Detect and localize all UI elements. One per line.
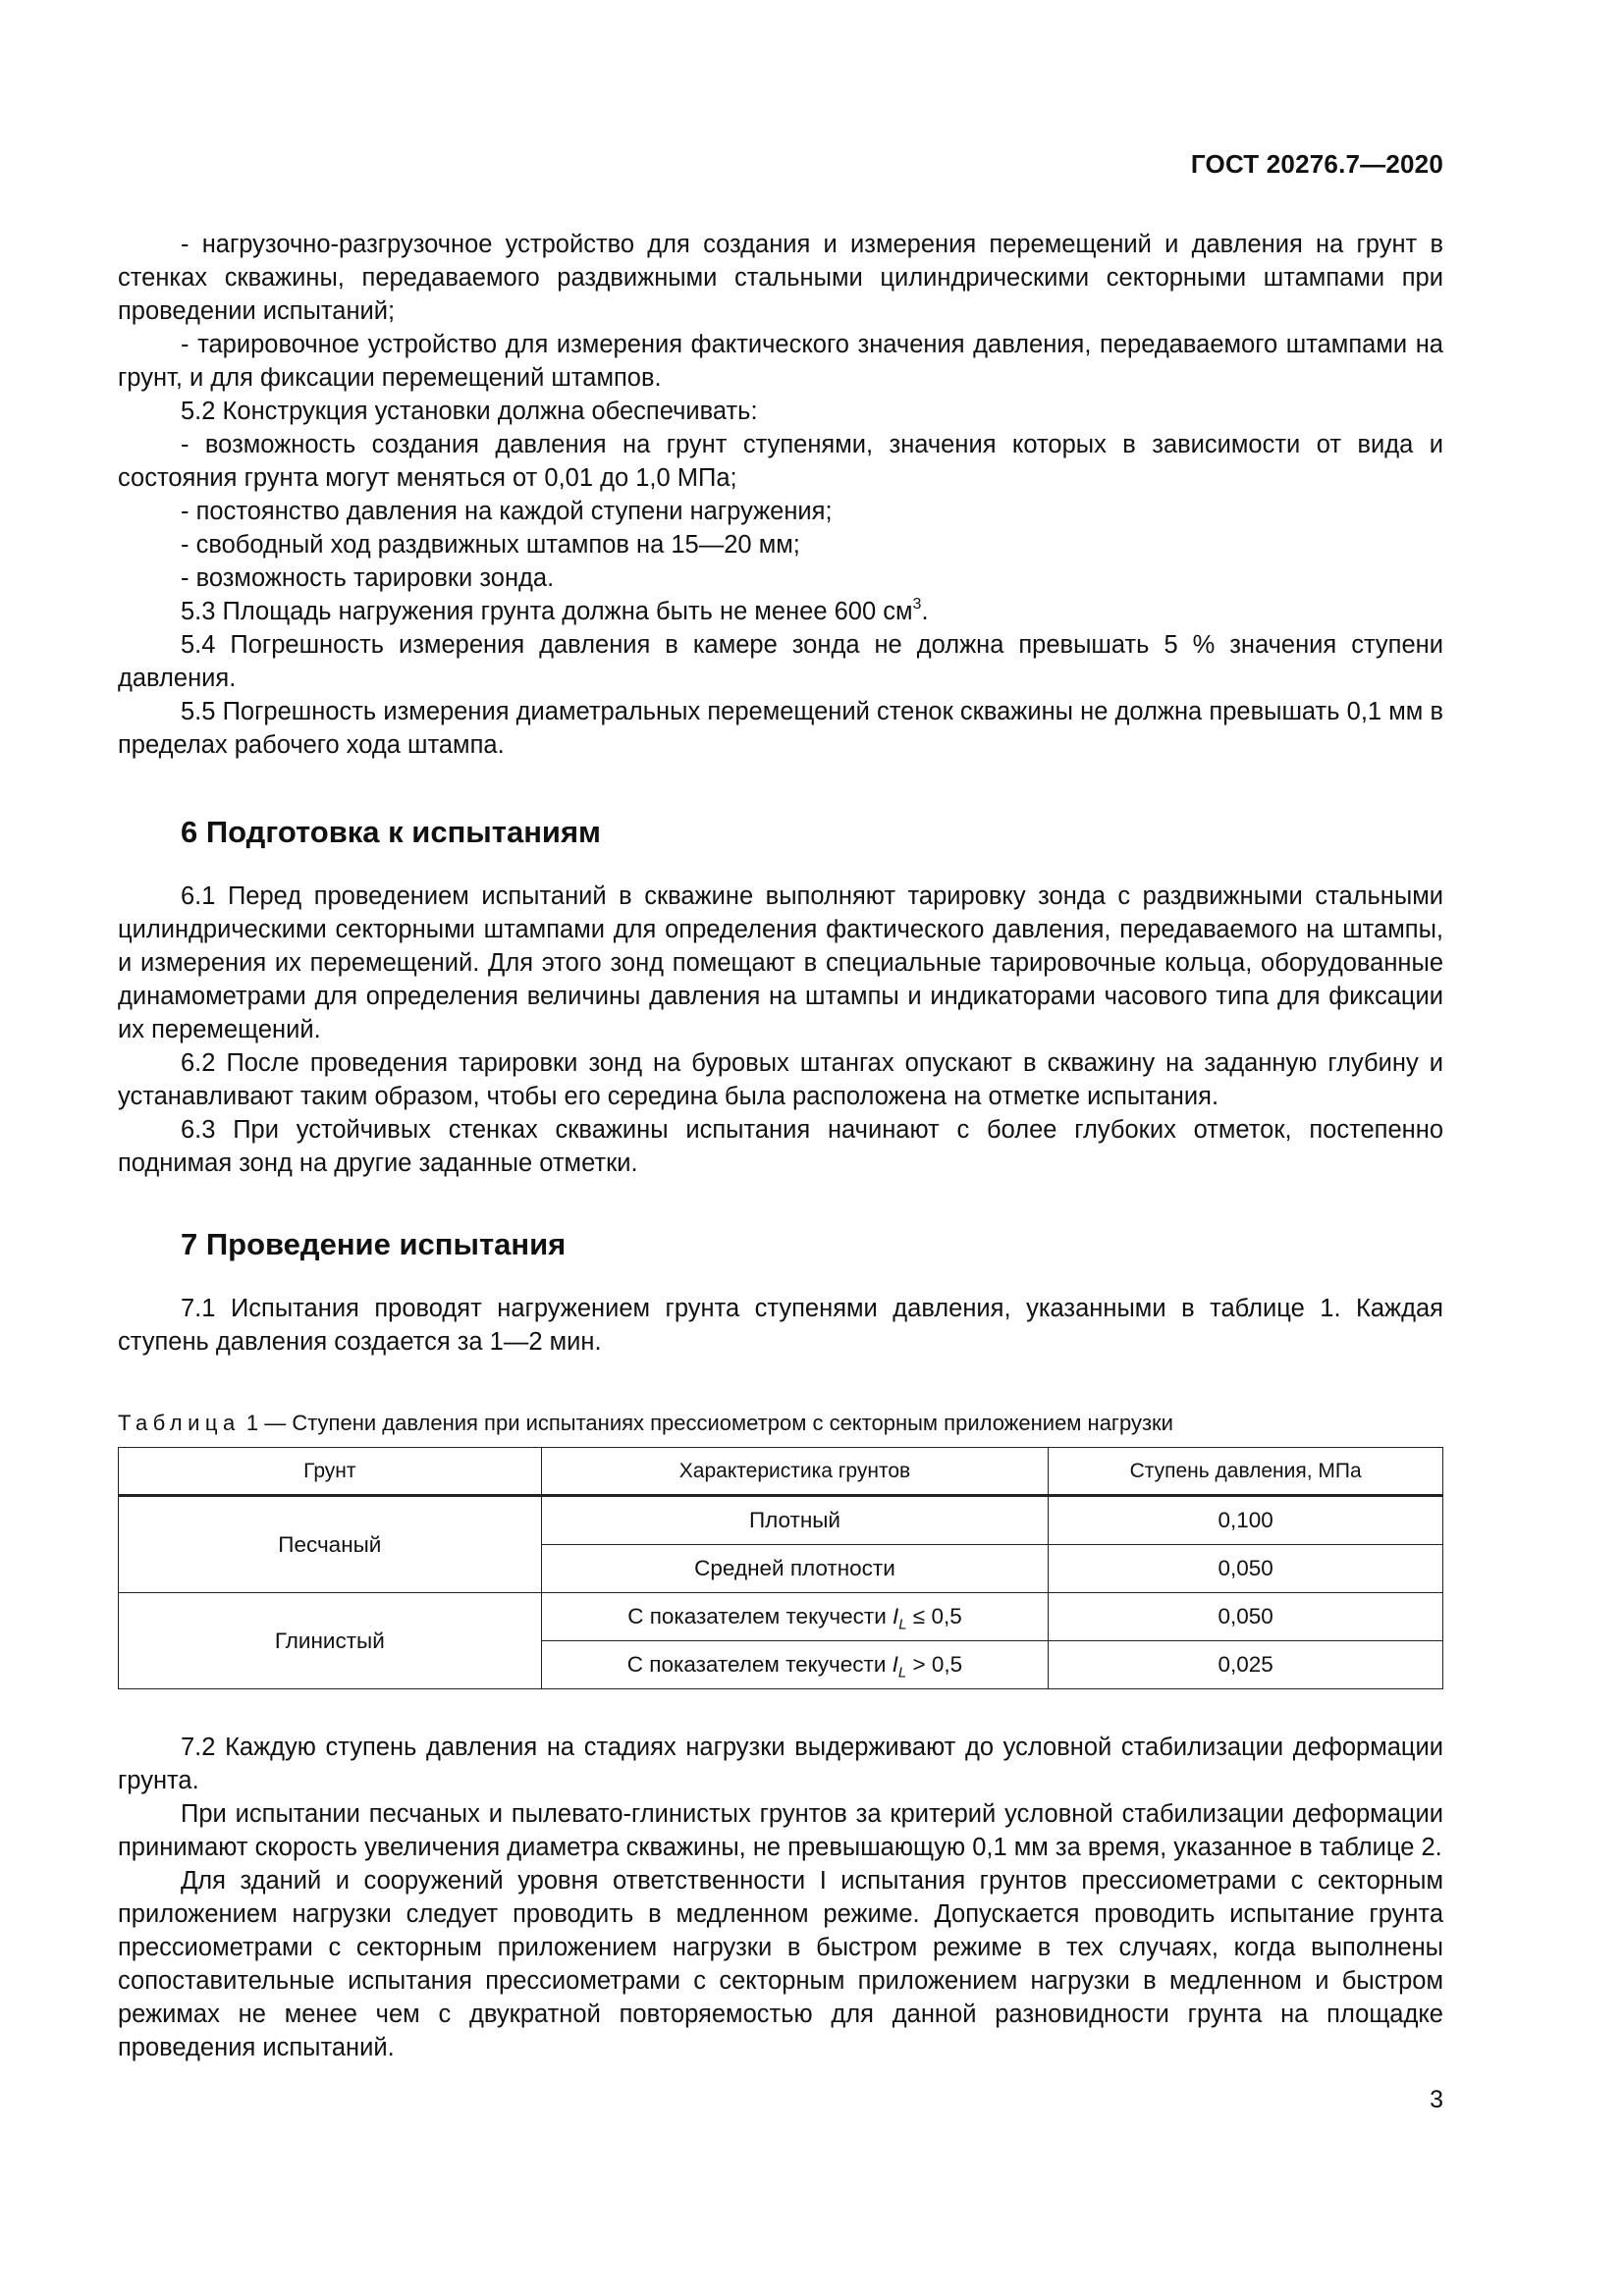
paragraph-5-3-end: . [921, 598, 929, 625]
variable-i: I [892, 1652, 898, 1677]
paragraph: 5.2 Конструкция установки должна обеспечивать: [181, 398, 758, 425]
paragraph-7-1: 7.1 Испытания проводят нагружением грунта ступенями давления, указанными в таблице 1. Каждая ступень давления создается за 1—2 мин. [118, 1295, 1443, 1356]
paragraph: Для зданий и сооружений уровня ответственности I испытания грунтов прессиометрами с секторным приложением нагрузки следует проводить в медленном режиме. Допускается проводить испытание грунта прессиометрами с секторным приложением нагрузки в быстром режиме в тех случаях, когда выполнены сопоставительные испытания прессиометрами с секторным приложением нагрузки в медленном и быстром режимах не менее чем с двукратной повторяемостью для данной разновидности грунта на площадке проведения испытаний. [118, 1867, 1443, 2061]
pressure-cell: 0,100 [1049, 1496, 1443, 1545]
section-6-title: 6 Подготовка к испытаниям [181, 815, 601, 849]
table-row [119, 1496, 1443, 1545]
paragraph-5-4: 5.4 Погрешность измерения давления в камере зонда не должна превышать 5 % значения ступени давления. [118, 631, 1443, 692]
paragraph: - возможность создания давления на грунт ступенями, значения которых в зависимости от вида и состояния грунта могут меняться от 0,01 до 1,0 МПа; [118, 431, 1443, 492]
paragraph-7-2: 7.2 Каждую ступень давления на стадиях нагрузки выдерживают до условной стабилизации деформации грунта. [118, 1734, 1443, 1794]
subscript-l: L [897, 1664, 907, 1682]
page-content [118, 228, 1443, 2064]
paragraph: - тарировочное устройство для измерения фактического значения давления, передаваемого штампами на грунт, и для фиксации перемещений штампов. [118, 331, 1443, 392]
characteristic-prefix: С показателем текучести [626, 1652, 893, 1677]
characteristic-cell: Плотный [541, 1496, 1049, 1545]
document-code: ГОСТ 20276.7—2020 [1190, 149, 1443, 179]
paragraph-5-3-text: 5.3 Площадь нагружения грунта должна быть не менее 600 см [181, 598, 913, 625]
table-caption-text: 1 — Ступени давления при испытаниях прессиометром с секторным приложением нагрузки [240, 1411, 1173, 1435]
soil-cell: Песчаный [119, 1496, 542, 1593]
pressure-steps-table [118, 1447, 1443, 1689]
superscript-3: 3 [912, 595, 922, 613]
pressure-cell: 0,050 [1049, 1593, 1443, 1641]
characteristic-cell [541, 1641, 1049, 1689]
paragraph-5-5: 5.5 Погрешность измерения диаметральных перемещений стенок скважины не должна превышать 0,1 мм в пределах рабочего хода штампа. [118, 698, 1443, 759]
paragraph-6-2: 6.2 После проведения тарировки зонд на буровых штангах опускают в скважину на заданную глубину и устанавливают таким образом, чтобы его середина была расположена на отметке испытания. [118, 1049, 1443, 1110]
header-characteristic: Характеристика грунтов [541, 1448, 1049, 1496]
paragraph-6-1: 6.1 Перед проведением испытаний в скважине выполняют тарировку зонда с раздвижными стальными цилиндрическими секторными штампами для определения фактического давления, передаваемого на штампы, и измерения их перемещений. Для этого зонд помещают в специальные тарировочные кольца, оборудованные динамометрами для определения величины давления на штампы и индикаторами часового типа для фиксации их перемещений. [118, 882, 1443, 1043]
paragraph: - постоянство давления на каждой ступени нагружения; [181, 498, 833, 525]
pressure-cell: 0,050 [1049, 1545, 1443, 1593]
table-row [119, 1593, 1443, 1641]
characteristic-prefix: С показателем текучести [627, 1604, 893, 1629]
table-caption [118, 1410, 1443, 1437]
paragraph-5-3 [118, 595, 1443, 628]
paragraph-6-3: 6.3 При устойчивых стенках скважины испытания начинают с более глубоких отметок, постепенно поднимая зонд на другие заданные отметки. [118, 1116, 1443, 1177]
subscript-l: L [898, 1616, 907, 1633]
header-soil: Грунт [119, 1448, 542, 1496]
pressure-cell: 0,025 [1049, 1641, 1443, 1689]
paragraph: При испытании песчаных и пылевато-глинистых грунтов за критерий условной стабилизации деформации принимают скорость увеличения диаметра скважины, не превышающую 0,1 мм за время, указанное в таблице 2. [118, 1800, 1443, 1861]
section-7-title: 7 Проведение испытания [181, 1227, 567, 1261]
table-caption-label: Таблица [118, 1411, 241, 1435]
characteristic-cell [541, 1593, 1049, 1641]
header-pressure-step: Ступень давления, МПа [1049, 1448, 1443, 1496]
characteristic-suffix: ≤ 0,5 [906, 1604, 962, 1629]
paragraph: - нагрузочно-разгрузочное устройство для создания и измерения перемещений и давления на грунт в стенках скважины, передаваемого раздвижными стальными цилиндрическими секторными штампами при проведении испытаний; [118, 231, 1443, 325]
variable-i: I [893, 1604, 899, 1629]
paragraph: - свободный ход раздвижных штампов на 15—20 мм; [181, 531, 800, 559]
soil-cell: Глинистый [119, 1593, 542, 1689]
paragraph: - возможность тарировки зонда. [181, 564, 555, 592]
page-number: 3 [1430, 2086, 1443, 2113]
characteristic-cell: Средней плотности [541, 1545, 1049, 1593]
post-table-text [118, 1731, 1443, 2064]
table-header-row [119, 1448, 1443, 1496]
characteristic-suffix: > 0,5 [906, 1652, 963, 1677]
